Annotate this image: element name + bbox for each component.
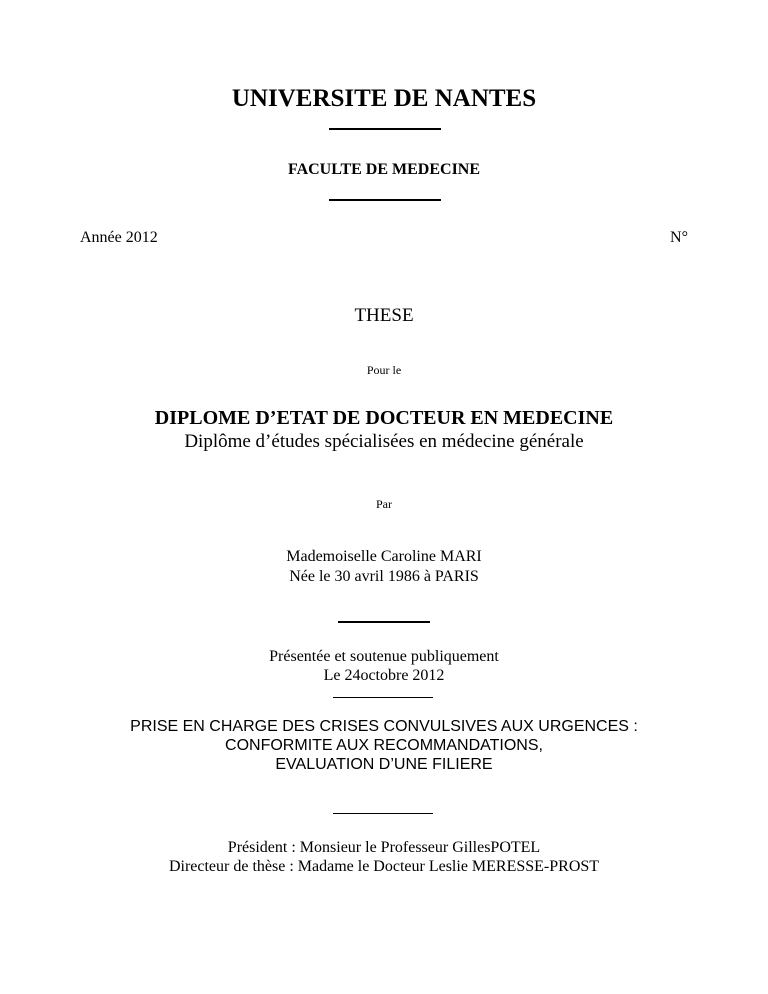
diploma-title: DIPLOME D’ETAT DE DOCTEUR EN MEDECINE [154, 407, 614, 429]
by-label: Par [376, 497, 392, 511]
thesis-title-line: CONFORMITE AUX RECOMMANDATIONS, [225, 737, 543, 754]
defense-date: Le 24octobre 2012 [323, 667, 445, 684]
author-birth: Née le 30 avril 1986 à PARIS [289, 568, 479, 585]
specialty-subtitle: Diplôme d’études spécialisées en médecine générale [184, 431, 584, 452]
presentation-statement: Présentée et soutenue publiquement [269, 648, 499, 665]
thesis-title-line: PRISE EN CHARGE DES CRISES CONVULSIVES AUX URGENCES : [130, 718, 638, 735]
divider [329, 199, 441, 201]
divider [329, 128, 441, 130]
divider [333, 697, 433, 698]
faculty-name: FACULTE DE MEDECINE [287, 161, 481, 178]
author-name: Mademoiselle Caroline MARI [286, 548, 482, 565]
for-label: Pour le [366, 363, 402, 377]
jury-president: Président : Monsieur le Professeur GillesPOTEL [227, 839, 541, 856]
number-label: N° [670, 229, 688, 246]
document-type: THESE [354, 305, 414, 326]
year-label: Année 2012 [80, 229, 158, 246]
thesis-title-line: EVALUATION D’UNE FILIERE [275, 756, 493, 773]
divider [338, 621, 430, 623]
university-name: UNIVERSITE DE NANTES [231, 85, 537, 112]
thesis-director: Directeur de thèse : Madame le Docteur Leslie MERESSE-PROST [168, 858, 600, 875]
divider [333, 813, 433, 814]
